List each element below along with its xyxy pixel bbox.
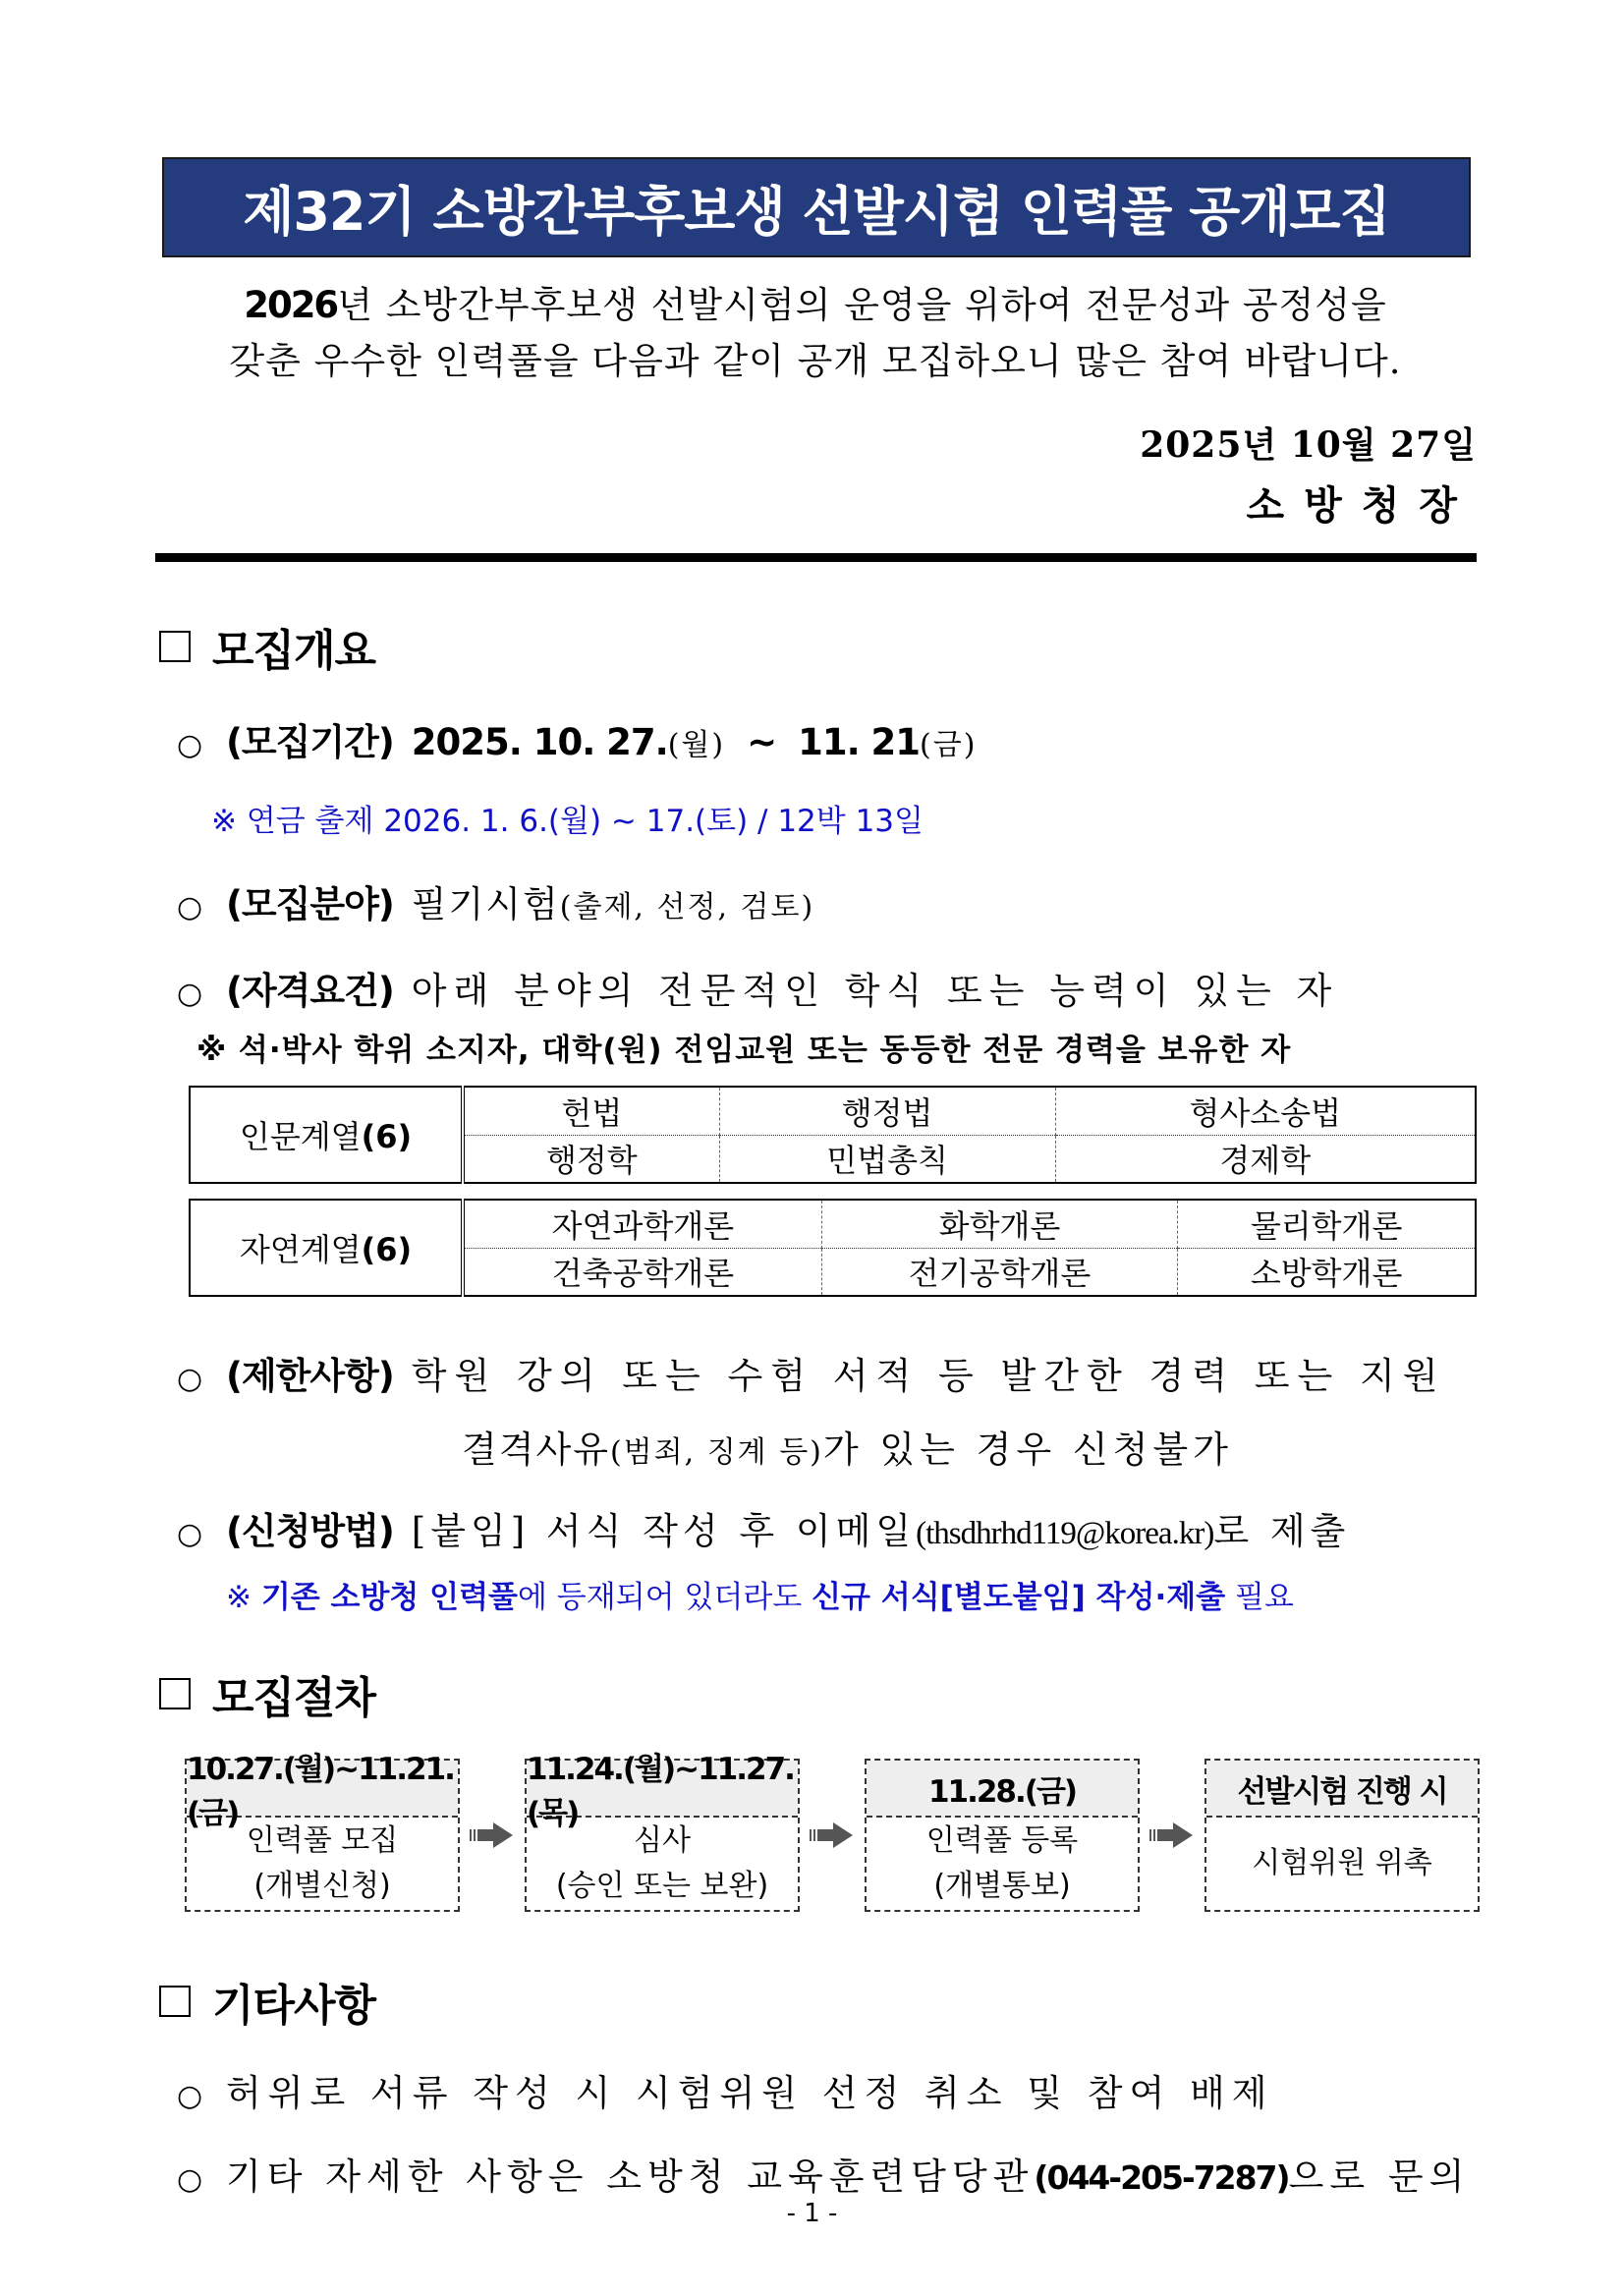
checkbox-square-icon [159, 631, 191, 662]
item-application: ○ (신청방법) [붙임] 서식 작성 후 이메일 (thsdhrhd119@korea.kr) 로 제출 [177, 1510, 1351, 1552]
item-period: ○ (모집기간) 2025. 10. 27. (월) ~ 11. 21 (금) [177, 721, 978, 763]
checkbox-square-icon [159, 1986, 191, 2017]
subject-cell: 행정법 [719, 1087, 1055, 1135]
procedure-step: 11.28.(금) 인력풀 등록 (개별통보) [865, 1759, 1140, 1912]
signer: 소방청장 [1246, 482, 1477, 529]
page-title: 제32기 소방간부후보생 선발시험 인력풀 공개모집 [243, 180, 1390, 243]
subject-cell: 민법총칙 [719, 1135, 1055, 1183]
circle-bullet-icon: ○ [177, 2079, 203, 2113]
subject-cell: 소방학개론 [1178, 1248, 1476, 1296]
subject-cell: 물리학개론 [1178, 1200, 1476, 1248]
subject-cell: 행정학 [463, 1135, 719, 1183]
subject-cell: 건축공학개론 [463, 1248, 821, 1296]
qualification-note: ※ 석·박사 학위 소지자, 대학(원) 전임교원 또는 동등한 전문 경력을 보유한 자 [196, 1033, 1292, 1068]
intro-line-2: 갖춘 우수한 인력풀을 다음과 같이 공개 모집하오니 많은 참여 바랍니다. [229, 340, 1402, 382]
issue-date: 2025년 10월 27일 [1140, 424, 1477, 466]
etc-item: ○ 허위로 서류 작성 시 시험위원 선정 취소 및 참여 배제 [177, 2072, 1274, 2114]
arrow-right-icon [1148, 1759, 1196, 1912]
circle-bullet-icon: ○ [177, 977, 203, 1011]
section-etc: 기타사항 [159, 1970, 375, 2033]
arrow-right-icon [469, 1759, 516, 1912]
procedure-step: 10.27.(월)~11.21.(금) 인력풀 모집 (개별신청) [185, 1759, 460, 1912]
subject-cell: 경제학 [1055, 1135, 1476, 1183]
section-overview: 모집개요 [159, 615, 375, 678]
procedure-flow [185, 1752, 1480, 1912]
divider [155, 553, 1477, 562]
application-note: ※ 기존 소방청 인력풀에 등재되어 있더라도 신규 서식[별도붙임] 작성·제출 필요 [226, 1580, 1294, 1615]
section-procedure: 모집절차 [159, 1662, 375, 1725]
item-qualification: ○ (자격요건) 아래 분야의 전문적인 학식 또는 능력이 있는 자 [177, 970, 1339, 1012]
period-note: ※ 연금 출제 2026. 1. 6.(월) ~ 17.(토) / 12박 13일 [211, 804, 924, 839]
intro-line-1: 2026년 소방간부후보생 선발시험의 운영을 위하여 전문성과 공정성을 [244, 284, 1387, 326]
email-link[interactable]: (thsdhrhd119@korea.kr) [916, 1516, 1214, 1551]
subject-cell: 자연과학개론 [463, 1200, 821, 1248]
subject-cell: 전기공학개론 [821, 1248, 1177, 1296]
circle-bullet-icon: ○ [177, 1517, 203, 1551]
checkbox-square-icon [159, 1678, 191, 1709]
procedure-step: 선발시험 진행 시 시험위원 위촉 [1204, 1759, 1480, 1912]
procedure-step: 11.24.(월)~11.27.(목) 심사 (승인 또는 보완) [525, 1759, 800, 1912]
circle-bullet-icon: ○ [177, 2162, 203, 2197]
etc-item: ○ 기타 자세한 사항은 소방청 교육훈련담당관 (044-205-7287) 으로 문의 [177, 2156, 1471, 2198]
page-number: - 1 - [786, 2199, 838, 2228]
subject-cell: 형사소송법 [1055, 1087, 1476, 1135]
arrow-right-icon [809, 1759, 856, 1912]
title-banner [162, 157, 1471, 257]
category-cell: 자연계열(6) [190, 1200, 463, 1296]
category-cell: 인문계열(6) [190, 1087, 463, 1183]
item-restriction-line2: 결격사유 (범죄, 징계 등) 가 있는 경우 신청불가 [462, 1428, 1233, 1471]
item-field: ○ (모집분야) 필기시험 (출제, 선정, 검토) [177, 883, 815, 925]
item-restriction: ○ (제한사항) 학원 강의 또는 수험 서적 등 발간한 경력 또는 지원 [177, 1355, 1446, 1397]
circle-bullet-icon: ○ [177, 1362, 203, 1396]
subject-cell: 헌법 [463, 1087, 719, 1135]
circle-bullet-icon: ○ [177, 728, 203, 762]
humanities-table [189, 1086, 1477, 1184]
subject-cell: 화학개론 [821, 1200, 1177, 1248]
phone-number: (044-205-7287) [1034, 2158, 1289, 2197]
circle-bullet-icon: ○ [177, 890, 203, 924]
natural-sciences-table [189, 1199, 1477, 1297]
